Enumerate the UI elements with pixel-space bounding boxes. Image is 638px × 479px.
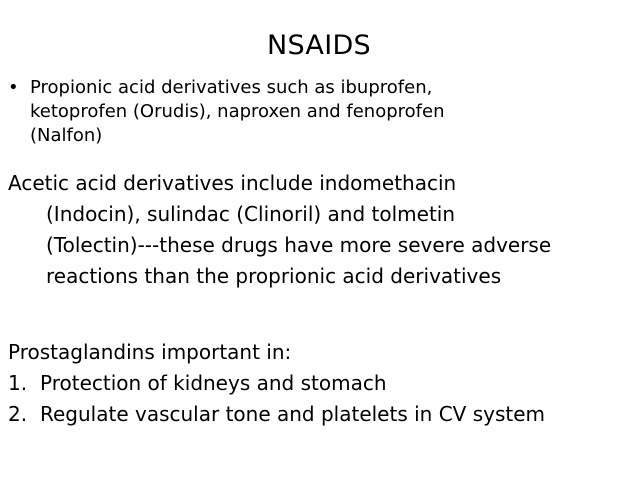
bullet-text [30,76,628,148]
numbered-list [8,368,545,430]
list-text: Regulate vascular tone and platelets in CV system [40,402,545,426]
acetic-acid-paragraph [8,168,551,292]
paragraph-line: (Indocin), sulindac (Clinoril) and tolmetin [46,202,456,226]
paragraph-line: (Tolectin)---these drugs have more severe adverse [46,233,552,257]
list-item [8,399,545,430]
bullet-line: ketoprofen (Orudis), naproxen and fenoprofen [30,101,445,122]
list-number: 2. [8,402,28,426]
bullet-marker: • [8,77,19,98]
slide-title: NSAIDS [267,30,371,61]
bullet-line: Propionic acid derivatives such as ibuprofen, [30,77,433,98]
paragraph-line: reactions than the proprionic acid derivatives [46,264,502,288]
list-text: Protection of kidneys and stomach [40,371,387,395]
list-item [8,368,545,399]
bullet-line: (Nalfon) [30,125,103,146]
paragraph-line: Acetic acid derivatives include indomethacin [8,171,457,195]
prostaglandins-heading: Prostaglandins important in: [8,340,292,364]
list-number: 1. [8,371,28,395]
